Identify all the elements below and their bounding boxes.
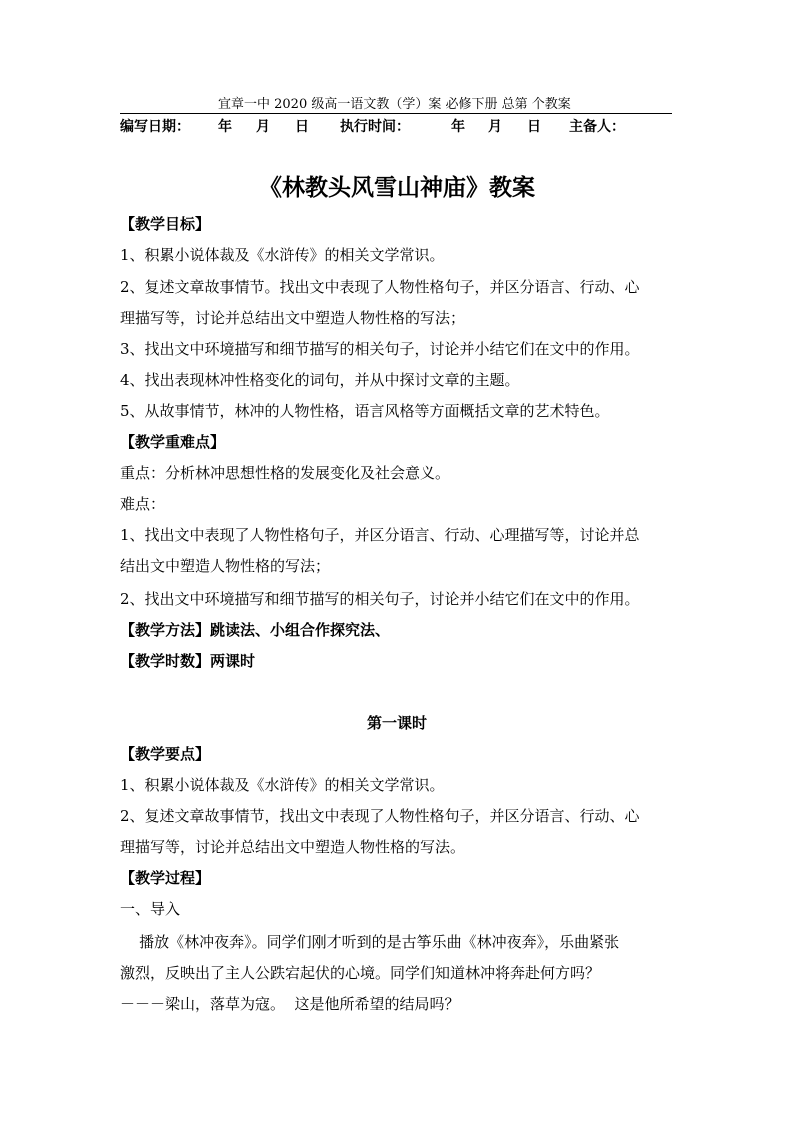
day-label-1: 日 [295,119,309,135]
header-rule-line [120,96,672,114]
paragraph-line: 5、从故事情节，林冲的人物性格，语言风格等方面概括文章的艺术特色。 [120,402,610,420]
paragraph-line: 理描写等，讨论并总结出文中塑造人物性格的写法； [120,309,466,327]
preparer-label: 主备人： [569,119,625,135]
section-heading: 【教学时数】两课时 [120,652,256,670]
section-heading: 【教学目标】 [120,215,211,233]
paragraph-line: 理描写等，讨论并总结出文中塑造人物性格的写法。 [120,838,466,856]
paragraph-line: 播放《林冲夜奔》。同学们刚才听到的是古筝乐曲《林冲夜奔》，乐曲紧张 [120,933,620,951]
lesson-heading: 第一课时 [366,714,427,732]
exec-time-label: 执行时间： [340,119,410,135]
paragraph-line: 1、找出文中表现了人物性格句子，并区分语言、行动、心理描写等，讨论并总 [120,526,640,544]
paragraph-line: 激烈，反映出了主人公跌宕起伏的心境。同学们知道林冲将奔赴何方吗？ [120,964,601,982]
paragraph-line: 2、复述文章故事情节。找出文中表现了人物性格句子，并区分语言、行动、心 [120,278,640,296]
paragraph-line: 难点： [120,495,166,513]
section-heading: 【教学方法】跳读法、小组合作探究法、 [120,621,391,639]
page-title: 《林教头风雪山神庙》教案 [259,174,535,201]
date-label: 编写日期： [120,119,190,135]
paragraph-line: 3、找出文中环境描写和细节描写的相关句子，讨论并小结它们在文中的作用。 [120,340,640,358]
paragraph-line: 重点：分析林冲思想性格的发展变化及社会意义。 [120,464,451,482]
paragraph-line: 1、积累小说体裁及《水浒传》的相关文学常识。 [120,776,445,794]
section-heading: 【教学要点】 [120,745,211,763]
section-heading: 【教学过程】 [120,869,211,887]
year-label-1: 年 [218,119,232,135]
year-label-2: 年 [451,119,465,135]
month-label-2: 月 [488,119,502,135]
section-heading: 【教学重难点】 [120,433,226,451]
paragraph-line: 结出文中塑造人物性格的写法； [120,557,331,575]
paragraph-line: －－－梁山，落草为寇。 这是他所希望的结局吗？ [120,995,460,1013]
paragraph-line: 2、复述文章故事情节，找出文中表现了人物性格句子，并区分语言、行动、心 [120,807,640,825]
paragraph-line: 1、积累小说体裁及《水浒传》的相关文学常识。 [120,246,445,264]
header-course-info: 宜章一中 2020 级高一语文教（学）案 必修下册 总第 个教案 [218,97,571,112]
day-label-2: 日 [527,119,541,135]
paragraph-line: 一、导入 [120,900,181,918]
month-label-1: 月 [256,119,270,135]
paragraph-line: 2、找出文中环境描写和细节描写的相关句子，讨论并小结它们在文中的作用。 [120,590,640,608]
paragraph-line: 4、找出表现林冲性格变化的词句，并从中探讨文章的主题。 [120,371,520,389]
